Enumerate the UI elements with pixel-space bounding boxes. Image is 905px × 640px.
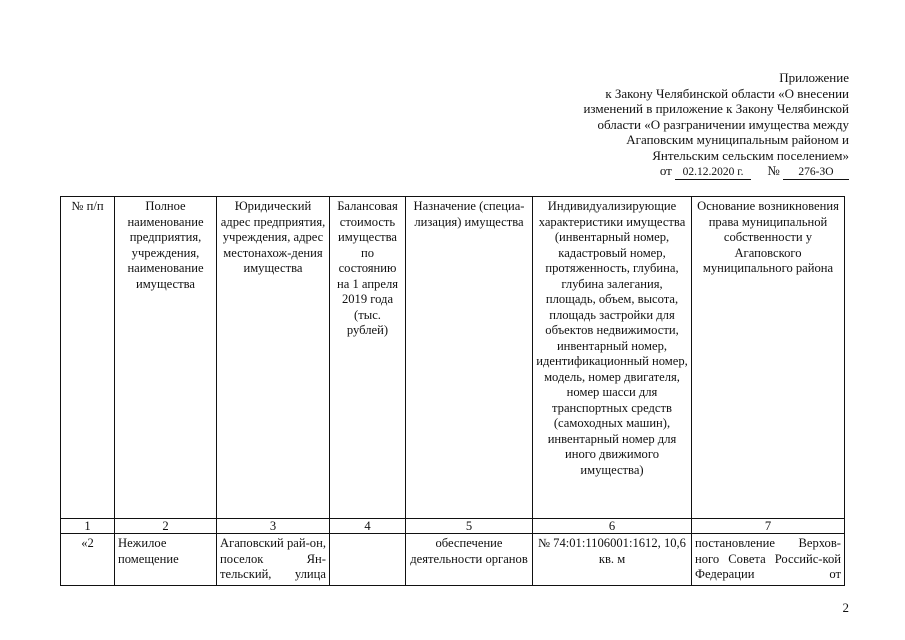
header-characteristics: Индивидуализирующие характеристики имущества (инвентарный номер, кадастровый номер, протяженность, глубина, глубина залегания, площадь, объем, высота, площадь застройки для объектов недвижимости, инвентарный номер, идентификационный номер, модель, номер двигателя, номер шасси для транспортных средств (самоходных машин), инвентарный номер для иного движимого имущества) — [533, 197, 692, 519]
column-number: 3 — [217, 519, 330, 534]
cell-name: Нежилое помещение — [115, 534, 217, 586]
appendix-line: Агаповским муниципальным районом и — [626, 132, 849, 147]
cell-number: «2 — [61, 534, 115, 586]
law-date: 02.12.2020 г. — [675, 166, 751, 180]
cell-basis: постановление Верхов-ного Совета Российс-кой Федерации от — [692, 534, 845, 586]
table-header-row — [61, 197, 845, 519]
appendix-line: Янтельским сельским поселением» — [652, 147, 849, 163]
header-address: Юридический адрес предприятия, учреждения, адрес местонахож-дения имущества — [217, 197, 330, 519]
header-basis: Основание возникновения права муниципальной собственности у Агаповского муниципального района — [692, 197, 845, 519]
column-number: 5 — [406, 519, 533, 534]
law-number: 276-ЗО — [783, 166, 849, 180]
table-row — [61, 534, 845, 586]
column-number-row — [61, 519, 845, 534]
appendix-line: области «О разграничении имущества между — [597, 116, 849, 132]
header-number: № п/п — [61, 197, 115, 519]
column-number: 4 — [330, 519, 406, 534]
column-number: 1 — [61, 519, 115, 534]
appendix-line: изменений в приложение к Закону Челябинской — [583, 101, 849, 116]
property-table-wrapper — [60, 196, 845, 586]
header-purpose: Назначение (специа-лизация) имущества — [406, 197, 533, 519]
appendix-line: к Закону Челябинской области «О внесении — [605, 85, 849, 101]
column-number: 2 — [115, 519, 217, 534]
column-number: 7 — [692, 519, 845, 534]
appendix-header — [509, 70, 849, 180]
cell-purpose: обеспечение деятельности органов — [406, 534, 533, 586]
appendix-line: Приложение — [779, 70, 849, 85]
number-label: № — [767, 163, 780, 178]
property-table — [60, 196, 845, 586]
page-number: 2 — [842, 600, 849, 615]
column-number: 6 — [533, 519, 692, 534]
cell-address: Агаповский рай-он, поселок Ян-тельский, улица — [217, 534, 330, 586]
header-name: Полное наименование предприятия, учреждения, наименование имущества — [115, 197, 217, 519]
from-label: от — [659, 163, 672, 178]
cell-balance — [330, 534, 406, 586]
header-balance: Балансовая стоимость имущества по состоянию на 1 апреля 2019 года (тыс. рублей) — [330, 197, 406, 519]
cell-characteristics: № 74:01:1106001:1612, 10,6 кв. м — [533, 534, 692, 586]
law-date-number-line — [509, 163, 849, 180]
